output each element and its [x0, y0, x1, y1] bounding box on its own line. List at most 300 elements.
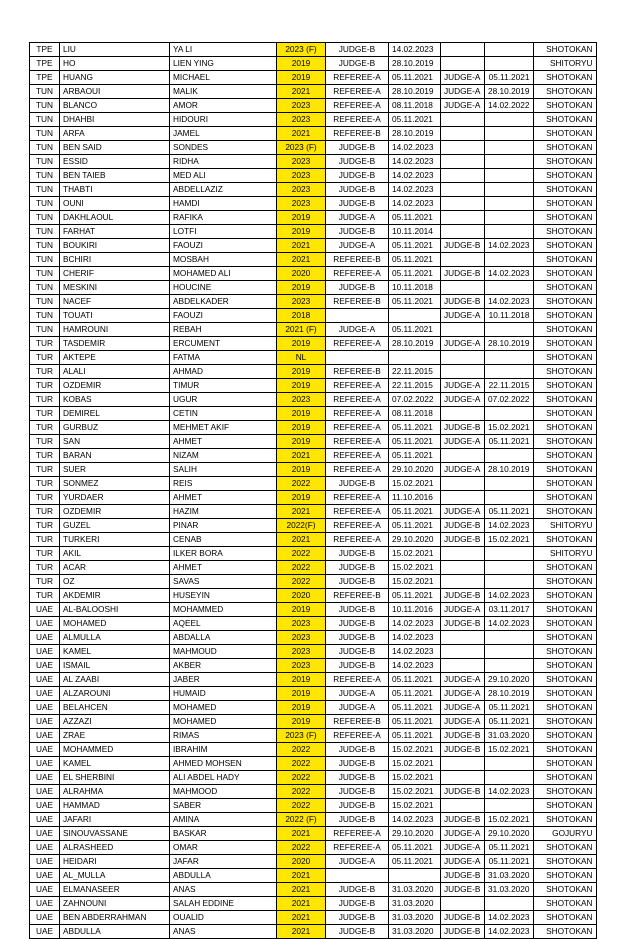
rank-cell: REFEREE-A — [326, 113, 389, 127]
year-cell: 2023 — [277, 645, 326, 659]
first-name-cell: ABDULLA — [170, 869, 277, 883]
style-cell: SHOTOKAN — [533, 141, 596, 155]
year-cell: 2022 — [277, 477, 326, 491]
year-cell: 2019 — [277, 463, 326, 477]
date-cell: 22.11.2015 — [389, 379, 441, 393]
country-cell: TUN — [30, 295, 60, 309]
table-row — [30, 407, 597, 421]
rank-cell: JUDGE-B — [326, 155, 389, 169]
first-name-cell: IBRAHIM — [170, 743, 277, 757]
style-cell: SHOTOKAN — [533, 799, 596, 813]
country-cell: UAE — [30, 799, 60, 813]
date-cell: 05.11.2021 — [389, 589, 441, 603]
rank2-cell — [441, 127, 485, 141]
rank-cell: REFEREE-B — [326, 715, 389, 729]
rank2-cell — [441, 477, 485, 491]
last-name-cell: MOHAMMED — [60, 743, 170, 757]
last-name-cell: BARAN — [60, 449, 170, 463]
style-cell: SHOTOKAN — [533, 617, 596, 631]
last-name-cell: BELAHCEN — [60, 701, 170, 715]
last-name-cell: GUZEL — [60, 519, 170, 533]
last-name-cell: BEN TAIEB — [60, 169, 170, 183]
date-cell — [389, 309, 441, 323]
style-cell: SHOTOKAN — [533, 687, 596, 701]
country-cell: UAE — [30, 911, 60, 925]
date-cell: 15.02.2021 — [389, 771, 441, 785]
rank2-cell: JUDGE-B — [441, 239, 485, 253]
first-name-cell: SALIH — [170, 463, 277, 477]
year-cell: 2021 — [277, 449, 326, 463]
year-cell: 2020 — [277, 267, 326, 281]
date2-cell: 22.11.2015 — [485, 379, 534, 393]
rank-cell: REFEREE-A — [326, 519, 389, 533]
country-cell: TUN — [30, 323, 60, 337]
style-cell: SHOTOKAN — [533, 211, 596, 225]
rank2-cell: JUDGE-B — [441, 883, 485, 897]
style-cell: SHOTOKAN — [533, 715, 596, 729]
style-cell: SHOTOKAN — [533, 435, 596, 449]
year-cell: 2019 — [277, 407, 326, 421]
date-cell: 05.11.2021 — [389, 253, 441, 267]
date-cell: 28.10.2019 — [389, 85, 441, 99]
first-name-cell: MAHMOOD — [170, 785, 277, 799]
rank2-cell: JUDGE-A — [441, 505, 485, 519]
first-name-cell: FAOUZI — [170, 309, 277, 323]
date2-cell — [485, 491, 534, 505]
style-cell: SHOTOKAN — [533, 337, 596, 351]
rank2-cell — [441, 645, 485, 659]
style-cell: SHOTOKAN — [533, 281, 596, 295]
country-cell: UAE — [30, 827, 60, 841]
year-cell: 2021 — [277, 505, 326, 519]
year-cell: 2022 — [277, 743, 326, 757]
first-name-cell: CENAB — [170, 533, 277, 547]
table-row — [30, 155, 597, 169]
table-row — [30, 211, 597, 225]
last-name-cell: HO — [60, 57, 170, 71]
last-name-cell: SINOUVASSANE — [60, 827, 170, 841]
rank2-cell: JUDGE-A — [441, 379, 485, 393]
last-name-cell: ABDULLA — [60, 925, 170, 939]
rank-cell — [326, 351, 389, 365]
table-row — [30, 309, 597, 323]
first-name-cell: HIDOURI — [170, 113, 277, 127]
table-row — [30, 253, 597, 267]
country-cell: TUR — [30, 547, 60, 561]
rank2-cell — [441, 225, 485, 239]
date2-cell: 03.11.2017 — [485, 603, 534, 617]
table-row — [30, 533, 597, 547]
rank2-cell — [441, 757, 485, 771]
date-cell: 07.02.2022 — [389, 393, 441, 407]
last-name-cell: BLANCO — [60, 99, 170, 113]
table-row — [30, 673, 597, 687]
country-cell: TUN — [30, 127, 60, 141]
date2-cell: 15.02.2021 — [485, 533, 534, 547]
table-row — [30, 771, 597, 785]
date2-cell — [485, 197, 534, 211]
rank-cell: REFEREE-B — [326, 127, 389, 141]
rank-cell: JUDGE-B — [326, 785, 389, 799]
last-name-cell: LIU — [60, 43, 170, 57]
country-cell: TUN — [30, 211, 60, 225]
last-name-cell: ELMANASEER — [60, 883, 170, 897]
rank-cell: JUDGE-B — [326, 911, 389, 925]
first-name-cell: SALAH EDDINE — [170, 897, 277, 911]
country-cell: TUR — [30, 351, 60, 365]
date2-cell — [485, 281, 534, 295]
rank2-cell — [441, 281, 485, 295]
date-cell: 05.11.2021 — [389, 715, 441, 729]
rank-cell: REFEREE-A — [326, 393, 389, 407]
rank-cell: REFEREE-A — [326, 729, 389, 743]
rank-cell: JUDGE-B — [326, 743, 389, 757]
date-cell: 05.11.2021 — [389, 421, 441, 435]
rank-cell: JUDGE-B — [326, 925, 389, 939]
rank2-cell — [441, 491, 485, 505]
date-cell: 05.11.2021 — [389, 855, 441, 869]
year-cell: 2022 — [277, 561, 326, 575]
first-name-cell: HAMDI — [170, 197, 277, 211]
country-cell: TPE — [30, 57, 60, 71]
date-cell: 05.11.2021 — [389, 673, 441, 687]
table-row — [30, 337, 597, 351]
first-name-cell: MOHAMMED — [170, 603, 277, 617]
table-row — [30, 113, 597, 127]
date2-cell — [485, 547, 534, 561]
country-cell: TUN — [30, 267, 60, 281]
first-name-cell: YA LI — [170, 43, 277, 57]
year-cell: 2021 — [277, 897, 326, 911]
table-row — [30, 491, 597, 505]
first-name-cell: SONDES — [170, 141, 277, 155]
table-row — [30, 799, 597, 813]
country-cell: UAE — [30, 617, 60, 631]
country-cell: UAE — [30, 883, 60, 897]
country-cell: TUR — [30, 393, 60, 407]
last-name-cell: OZDEMIR — [60, 505, 170, 519]
date-cell: 10.11.2014 — [389, 225, 441, 239]
date2-cell — [485, 113, 534, 127]
style-cell: SHOTOKAN — [533, 631, 596, 645]
rank-cell: JUDGE-B — [326, 897, 389, 911]
style-cell: SHOTOKAN — [533, 365, 596, 379]
last-name-cell: ZRAE — [60, 729, 170, 743]
rank-cell: JUDGE-B — [326, 631, 389, 645]
date2-cell: 10.11.2018 — [485, 309, 534, 323]
style-cell: SHOTOKAN — [533, 603, 596, 617]
table-row — [30, 757, 597, 771]
rank-cell — [326, 869, 389, 883]
date2-cell: 14.02.2023 — [485, 925, 534, 939]
style-cell: SHOTOKAN — [533, 421, 596, 435]
date2-cell: 14.02.2023 — [485, 911, 534, 925]
country-cell: TUN — [30, 225, 60, 239]
year-cell: 2023 (F) — [277, 729, 326, 743]
table-row — [30, 589, 597, 603]
date2-cell — [485, 141, 534, 155]
country-cell: TUR — [30, 491, 60, 505]
style-cell: SHOTOKAN — [533, 155, 596, 169]
rank-cell: JUDGE-B — [326, 645, 389, 659]
table-row — [30, 351, 597, 365]
rank-cell: JUDGE-B — [326, 561, 389, 575]
date2-cell: 28.10.2019 — [485, 687, 534, 701]
rank2-cell — [441, 113, 485, 127]
year-cell: 2023 — [277, 393, 326, 407]
last-name-cell: SUER — [60, 463, 170, 477]
last-name-cell: ISMAIL — [60, 659, 170, 673]
country-cell: TUR — [30, 505, 60, 519]
first-name-cell: HUSEYIN — [170, 589, 277, 603]
first-name-cell: MOHAMED ALI — [170, 267, 277, 281]
rank-cell: JUDGE-B — [326, 43, 389, 57]
first-name-cell: BASKAR — [170, 827, 277, 841]
last-name-cell: ARFA — [60, 127, 170, 141]
first-name-cell: RIMAS — [170, 729, 277, 743]
year-cell: 2019 — [277, 57, 326, 71]
country-cell: TUN — [30, 113, 60, 127]
rank2-cell: JUDGE-B — [441, 589, 485, 603]
year-cell: 2022 (F) — [277, 813, 326, 827]
date-cell: 14.02.2023 — [389, 155, 441, 169]
style-cell: SHITORYU — [533, 57, 596, 71]
last-name-cell: SONMEZ — [60, 477, 170, 491]
last-name-cell: ALALI — [60, 365, 170, 379]
year-cell: 2023 — [277, 197, 326, 211]
rank-cell: JUDGE-B — [326, 603, 389, 617]
table-row — [30, 197, 597, 211]
last-name-cell: AL ZAABI — [60, 673, 170, 687]
date2-cell: 28.10.2019 — [485, 85, 534, 99]
date-cell: 29.10.2020 — [389, 463, 441, 477]
country-cell: TUN — [30, 183, 60, 197]
last-name-cell: MOHAMED — [60, 617, 170, 631]
first-name-cell: JABER — [170, 673, 277, 687]
date-cell: 22.11.2015 — [389, 365, 441, 379]
style-cell: SHOTOKAN — [533, 71, 596, 85]
year-cell: 2021 — [277, 911, 326, 925]
year-cell: 2022 — [277, 575, 326, 589]
style-cell: SHOTOKAN — [533, 99, 596, 113]
year-cell: 2023 — [277, 99, 326, 113]
date-cell: 05.11.2021 — [389, 435, 441, 449]
country-cell: UAE — [30, 855, 60, 869]
rank2-cell: JUDGE-A — [441, 463, 485, 477]
country-cell: TUN — [30, 197, 60, 211]
date-cell: 15.02.2021 — [389, 477, 441, 491]
table-row — [30, 729, 597, 743]
style-cell: SHITORYU — [533, 547, 596, 561]
date-cell: 11.10.2016 — [389, 491, 441, 505]
rank-cell: JUDGE-B — [326, 799, 389, 813]
rank2-cell: JUDGE-B — [441, 295, 485, 309]
last-name-cell: DEMIREL — [60, 407, 170, 421]
date2-cell: 14.02.2023 — [485, 519, 534, 533]
first-name-cell: MOHAMED — [170, 701, 277, 715]
table-row — [30, 897, 597, 911]
date2-cell: 15.02.2021 — [485, 743, 534, 757]
date-cell: 28.10.2019 — [389, 127, 441, 141]
rank2-cell: JUDGE-B — [441, 785, 485, 799]
table-row — [30, 505, 597, 519]
country-cell: UAE — [30, 701, 60, 715]
style-cell: SHOTOKAN — [533, 393, 596, 407]
country-cell: UAE — [30, 757, 60, 771]
last-name-cell: AKTEPE — [60, 351, 170, 365]
date2-cell — [485, 771, 534, 785]
last-name-cell: FARHAT — [60, 225, 170, 239]
rank-cell: REFEREE-B — [326, 295, 389, 309]
rank2-cell — [441, 575, 485, 589]
date2-cell — [485, 561, 534, 575]
last-name-cell: ALMULLA — [60, 631, 170, 645]
country-cell: UAE — [30, 659, 60, 673]
last-name-cell: CHERIF — [60, 267, 170, 281]
date-cell: 05.11.2021 — [389, 687, 441, 701]
year-cell: 2021 — [277, 253, 326, 267]
rank-cell: REFEREE-A — [326, 841, 389, 855]
first-name-cell: RIDHA — [170, 155, 277, 169]
rank2-cell — [441, 351, 485, 365]
year-cell: 2021 — [277, 239, 326, 253]
first-name-cell: JAMEL — [170, 127, 277, 141]
rank-cell: REFEREE-A — [326, 533, 389, 547]
year-cell: 2019 — [277, 435, 326, 449]
table-row — [30, 57, 597, 71]
rank-cell: JUDGE-B — [326, 617, 389, 631]
rank-cell: JUDGE-B — [326, 477, 389, 491]
rank2-cell — [441, 407, 485, 421]
rank2-cell — [441, 771, 485, 785]
date-cell: 14.02.2023 — [389, 141, 441, 155]
first-name-cell: AHMET — [170, 435, 277, 449]
table-row — [30, 841, 597, 855]
country-cell: TUN — [30, 169, 60, 183]
last-name-cell: THABTI — [60, 183, 170, 197]
year-cell: 2019 — [277, 715, 326, 729]
date-cell: 15.02.2021 — [389, 575, 441, 589]
year-cell: 2023 (F) — [277, 43, 326, 57]
first-name-cell: OMAR — [170, 841, 277, 855]
date-cell — [389, 869, 441, 883]
table-row — [30, 743, 597, 757]
country-cell: UAE — [30, 925, 60, 939]
rank-cell: REFEREE-A — [326, 71, 389, 85]
last-name-cell: KAMEL — [60, 645, 170, 659]
date-cell: 31.03.2020 — [389, 897, 441, 911]
first-name-cell: MOSBAH — [170, 253, 277, 267]
style-cell: SHOTOKAN — [533, 743, 596, 757]
style-cell: SHOTOKAN — [533, 113, 596, 127]
rank-cell — [326, 309, 389, 323]
date-cell: 31.03.2020 — [389, 883, 441, 897]
first-name-cell: REBAH — [170, 323, 277, 337]
first-name-cell: AHMET — [170, 561, 277, 575]
year-cell: 2019 — [277, 71, 326, 85]
year-cell: 2023 — [277, 183, 326, 197]
first-name-cell: ABDELLAZIZ — [170, 183, 277, 197]
first-name-cell: AMOR — [170, 99, 277, 113]
rank2-cell: JUDGE-B — [441, 911, 485, 925]
country-cell: TUR — [30, 421, 60, 435]
last-name-cell: HAMMAD — [60, 799, 170, 813]
date-cell — [389, 351, 441, 365]
style-cell: SHOTOKAN — [533, 897, 596, 911]
date-cell: 15.02.2021 — [389, 547, 441, 561]
date2-cell — [485, 575, 534, 589]
table-row — [30, 435, 597, 449]
rank-cell: REFEREE-A — [326, 435, 389, 449]
last-name-cell: ZAHNOUNI — [60, 897, 170, 911]
table-row — [30, 239, 597, 253]
last-name-cell: AKDEMIR — [60, 589, 170, 603]
country-cell: TUR — [30, 463, 60, 477]
first-name-cell: ANAS — [170, 883, 277, 897]
table-row — [30, 869, 597, 883]
year-cell: 2019 — [277, 337, 326, 351]
rank2-cell — [441, 141, 485, 155]
table-row — [30, 183, 597, 197]
style-cell: SHOTOKAN — [533, 505, 596, 519]
date-cell: 05.11.2021 — [389, 295, 441, 309]
first-name-cell: ALI ABDEL HADY — [170, 771, 277, 785]
table-row — [30, 575, 597, 589]
table-row — [30, 295, 597, 309]
style-cell: SHOTOKAN — [533, 533, 596, 547]
country-cell: UAE — [30, 715, 60, 729]
table-row — [30, 519, 597, 533]
year-cell: 2023 — [277, 631, 326, 645]
year-cell: 2023 — [277, 659, 326, 673]
date2-cell: 31.03.2020 — [485, 729, 534, 743]
date2-cell — [485, 449, 534, 463]
year-cell: 2018 — [277, 309, 326, 323]
year-cell: 2021 — [277, 827, 326, 841]
table-row — [30, 99, 597, 113]
first-name-cell: AKBER — [170, 659, 277, 673]
table-row — [30, 911, 597, 925]
date-cell: 14.02.2023 — [389, 43, 441, 57]
first-name-cell: FATMA — [170, 351, 277, 365]
rank-cell: JUDGE-B — [326, 547, 389, 561]
rank-cell: REFEREE-A — [326, 407, 389, 421]
table-row — [30, 645, 597, 659]
last-name-cell: BOUKIRI — [60, 239, 170, 253]
rank2-cell: JUDGE-B — [441, 267, 485, 281]
date2-cell — [485, 659, 534, 673]
country-cell: UAE — [30, 729, 60, 743]
year-cell: 2019 — [277, 603, 326, 617]
style-cell: SHOTOKAN — [533, 673, 596, 687]
table-row — [30, 827, 597, 841]
year-cell: 2022(F) — [277, 519, 326, 533]
rank2-cell — [441, 659, 485, 673]
first-name-cell: RAFIKA — [170, 211, 277, 225]
year-cell: 2023 — [277, 295, 326, 309]
first-name-cell: AHMED MOHSEN — [170, 757, 277, 771]
last-name-cell: ALRAHMA — [60, 785, 170, 799]
style-cell: SHOTOKAN — [533, 267, 596, 281]
date2-cell — [485, 645, 534, 659]
style-cell: SHOTOKAN — [533, 771, 596, 785]
year-cell: 2019 — [277, 673, 326, 687]
rank2-cell: JUDGE-A — [441, 99, 485, 113]
year-cell: 2019 — [277, 225, 326, 239]
date2-cell — [485, 169, 534, 183]
first-name-cell: MEHMET AKIF — [170, 421, 277, 435]
last-name-cell: EL SHERBINI — [60, 771, 170, 785]
